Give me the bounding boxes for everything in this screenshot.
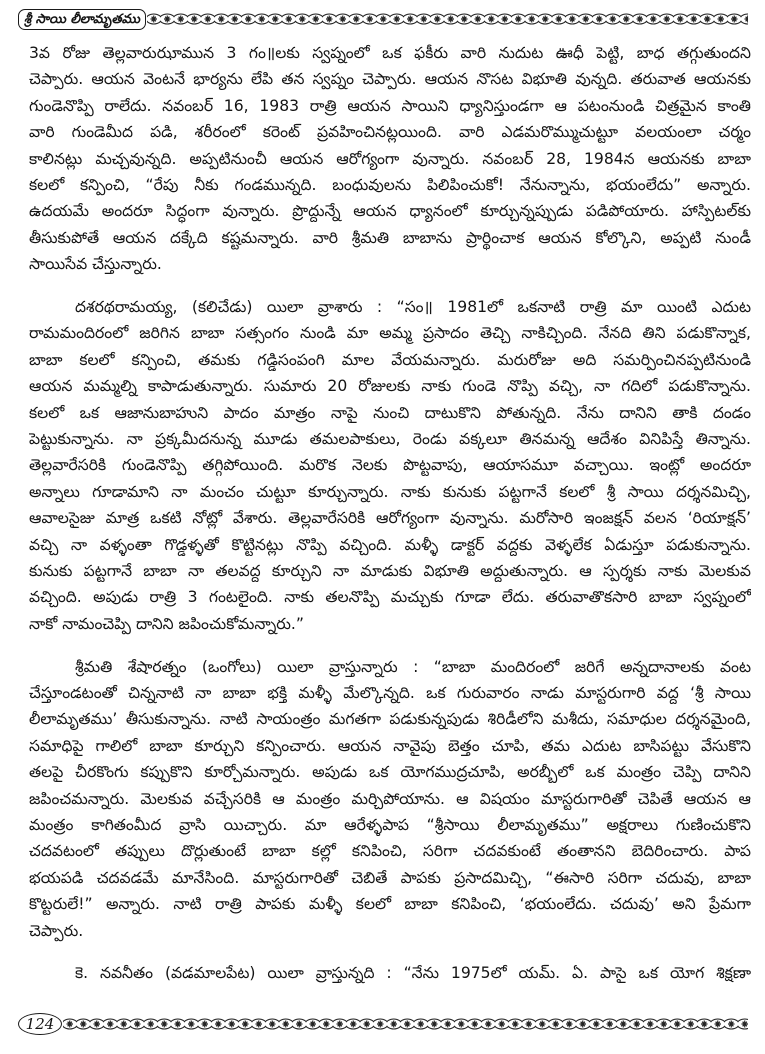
text-line: కొట్టరులే!” అన్నారు. నాటి రాత్రి పాపకు మళ్ళీ కలలో బాబా కనిపించి, ‘భయంలేదు. చదువు’ అని ప్రేమగా (29, 895, 751, 914)
text-line: వారి గుండెమీద పడి, శరీరంలో కరెంట్ ప్రవహించినట్లయింది. వారి ఎడమరొమ్ముచుట్టూ వలయంలా చర్మం (29, 123, 751, 142)
text-line: సమాధిపై గాలిలో బాబా కూర్చుని కన్పించారు. ఆయన నావైపు బెత్తం చూపి, తమ ఎదుట బాసిపట్టు వేసుకొని (29, 736, 751, 755)
text-line: 3వ రోజు తెల్లవారుఝామున 3 గం॥లకు స్వప్నంలో ఒక ఫకీరు వారి నుదుట ఊధీ పెట్టి, బాధ తగ్గుతుందని (29, 44, 751, 62)
book-title: శ్రీ సాయి లీలామృతము (18, 9, 146, 30)
text-line: ఉదయమే అందరూ సిద్ధంగా వున్నారు. ప్రొద్దున్నే ఆయన ధ్యానంలో కూర్చున్నప్పుడు పడిపోయారు. హాస్పిటల్‌కు (29, 202, 751, 221)
ornament-chain-icon (147, 11, 748, 27)
text-line: చదవటంలో తప్పులు దొర్లుతుంటే బాబా కల్లో కనిపించి, సరిగా చదవకుంటే తంతానని బెదిరించారు. పాప (29, 842, 751, 861)
text-line: తెల్లవారేసరికి గుండెనొప్పి తగ్గిపోయింది. మరొక నెలకు పొట్టవాపు, ఆయాసమూ వచ్చాయి. ఇంట్లో అందరూ (29, 456, 751, 475)
text-line: తీసుకుపోతే ఆయన దక్కేది కష్టమన్నారు. వారి శ్రీమతి బాబాను ప్రార్థించాక ఆయన కోల్కొని, అప్పటి నుండీ (29, 228, 751, 247)
text-line: తలపై చీరకొంగు కప్పుకొని కూర్చోమన్నారు. అపుడు ఒక యోగముద్రచూపి, అరబ్బీలో ఒక మంత్రం చెప్పి దానిని (29, 763, 751, 782)
text-line: పెట్టుకున్నాను. నా ప్రక్కమీదనున్న మూడు తమలపాకులు, రెండు వక్కలూ తినమన్న ఆదేశం వినిపిస్తే తిన్నాను. (29, 429, 751, 448)
decorative-border-header (147, 11, 748, 27)
running-header (18, 8, 748, 30)
page-number: 124 (18, 1013, 62, 1035)
text-line: కునుకు పట్టగానే బాబా నా తలవద్ద కూర్చుని నా మాడుకు విభూతి అద్దుతున్నారు. ఆ స్పర్శకు నాకు మెలకువ (29, 561, 751, 580)
paragraph-2 (29, 294, 751, 637)
text-line: బాబా కలలో కన్పించి, తమకు గడ్డిసంపంగి మాల వేయమన్నారు. మరురోజు అది సమర్పించినప్పటినుండి (29, 350, 751, 369)
ornament-chain-icon (63, 1016, 748, 1032)
text-line: సాయిసేవ చేస్తున్నారు. (29, 255, 162, 274)
text-line: వచ్చి నా వళ్ళంతా గొడ్డళ్ళతో కొట్టినట్లు నొప్పి వచ్చింది. మళ్ళీ డాక్టర్ వద్దకు వెళ్ళలేక ఏడుస్తూ పడుకున్నాను. (29, 535, 751, 554)
text-line: అన్నాలు గూడామాని నా మంచం చుట్టూ కూర్చున్నారు. నాకు కునుకు పట్టగానే కలలో శ్రీ సాయి దర్శనమిచ్చి, (29, 482, 751, 501)
text-line: వచ్చింది. అపుడు రాత్రి 3 గంటలైంది. నాకు తలనొప్పి మచ్చుకు గూడా లేదు. తరువాతొకసారి బాబా స్వప్నంలో (29, 588, 751, 607)
text-line: చెప్పారు. ఆయన వెంటనే భార్యను లేపి తన స్వప్నం చెప్పారు. ఆయన నొసట విభూతి వున్నది. తరువాత ఆయనకు (29, 70, 751, 89)
text-line: నాకో నామంచెప్పి దానిని జపించుకోమన్నారు.” (29, 614, 304, 633)
paragraph-4 (29, 960, 751, 986)
text-line: కె. నవనీతం (వడమాలపేట) యిలా వ్రాస్తున్నది : “నేను 1975లో యమ్. ఏ. పాసై ఒక యోగ శిక్షణా (75, 964, 751, 983)
text-line: శ్రీమతి శేషారత్నం (ఒంగోలు) యిలా వ్రాస్తున్నారు : “బాబా మందిరంలో జరిగే అన్నదానాలకు వంట (75, 657, 751, 676)
text-line: చేస్తూండటంతో చిన్ననాటి నా బాబా భక్తి మళ్ళీ మేల్కొన్నది. ఒక గురువారం నాడు మాస్టరుగారి వద్ద ‘శ్రీ సాయి (29, 683, 751, 702)
text-line: కలలో కన్పించి, “రేపు నీకు గండమున్నది. బంధువులను పిలిపించుకో! నేనున్నాను, భయంలేదు” అన్నారు. (29, 175, 751, 194)
text-line: మంత్రం కాగితంమీద వ్రాసి యిచ్చారు. మా ఆరేళ్ళపాప “శ్రీసాయి లీలామృతము” అక్షరాలు గుణించుకొని (29, 815, 751, 834)
text-line: ఆయన మమ్మల్ని కాపాడుతున్నారు. సుమారు 20 రోజులకు నాకు గుండె నొప్పి వచ్చి, నా గదిలో పడుకొన్నాను. (29, 377, 751, 396)
text-line: భయపడి చదవడమే మానేసింది. మాస్టరుగారితో చెబితే పాపకు ప్రసాదమిచ్చి, “ఈసారి సరిగా చదువు, బాబా (29, 868, 751, 887)
text-line: కలలో ఒక ఆజానుబాహుని పాదం మాత్రం నాపై నుంచి దాటుకొని పోతున్నది. నేను దానిని తాకి దండం (29, 403, 751, 422)
text-line: గుండెనొప్పి రాలేదు. నవంబర్ 16, 1983 రాత్రి ఆయన సాయిని ధ్యానిస్తుండగా ఆ పటంనుండి చిత్రమైన కాంతి (29, 96, 751, 115)
text-line: కాలినట్లు మచ్చవున్నది. అప్పటినుంచీ ఆయన ఆరోగ్యంగా వున్నారు. నవంబర్ 28, 1984న ఆయనకు బాబా (29, 149, 751, 168)
text-line: ఆవాలసైజు మాత్ర ఒకటి నోట్లో వేశారు. తెల్లవారేసరికి ఆరోగ్యంగా వున్నాను. మరోసారి ఇంజక్షన్ వలన ‘రియాక్షన్’ (29, 509, 751, 528)
running-footer (18, 1013, 748, 1035)
paragraph-3 (29, 654, 751, 944)
page-body (29, 40, 751, 1003)
text-line: చెప్పారు. (29, 921, 84, 940)
text-line: రామమందిరంలో జరిగిన బాబా సత్సంగం నుండి మా అమ్మ ప్రసాదం తెచ్చి నాకిచ్చింది. నేనది తిని పడుకొన్నాక, (29, 324, 751, 343)
text-line: జపించమన్నారు. మెలకువ వచ్చేసరికి ఆ మంత్రం మర్చిపోయాను. ఆ విషయం మాస్టరుగారితో చెపితే ఆయన ఆ (29, 789, 751, 808)
text-line: లీలామృతము’ తీసుకున్నాను. నాటి సాయంత్రం మగతగా పడుకున్నపుడు శిరిడీలోని మశీదు, సమాధుల దర్శనమైంది, (29, 710, 751, 729)
text-line: దశరథరామయ్య, (కలిచేడు) యిలా వ్రాశారు : “సం॥ 1981లో ఒకనాటి రాత్రి మా యింటి ఎదుట (75, 298, 751, 317)
paragraph-1 (29, 40, 751, 278)
decorative-border-footer (63, 1016, 748, 1032)
